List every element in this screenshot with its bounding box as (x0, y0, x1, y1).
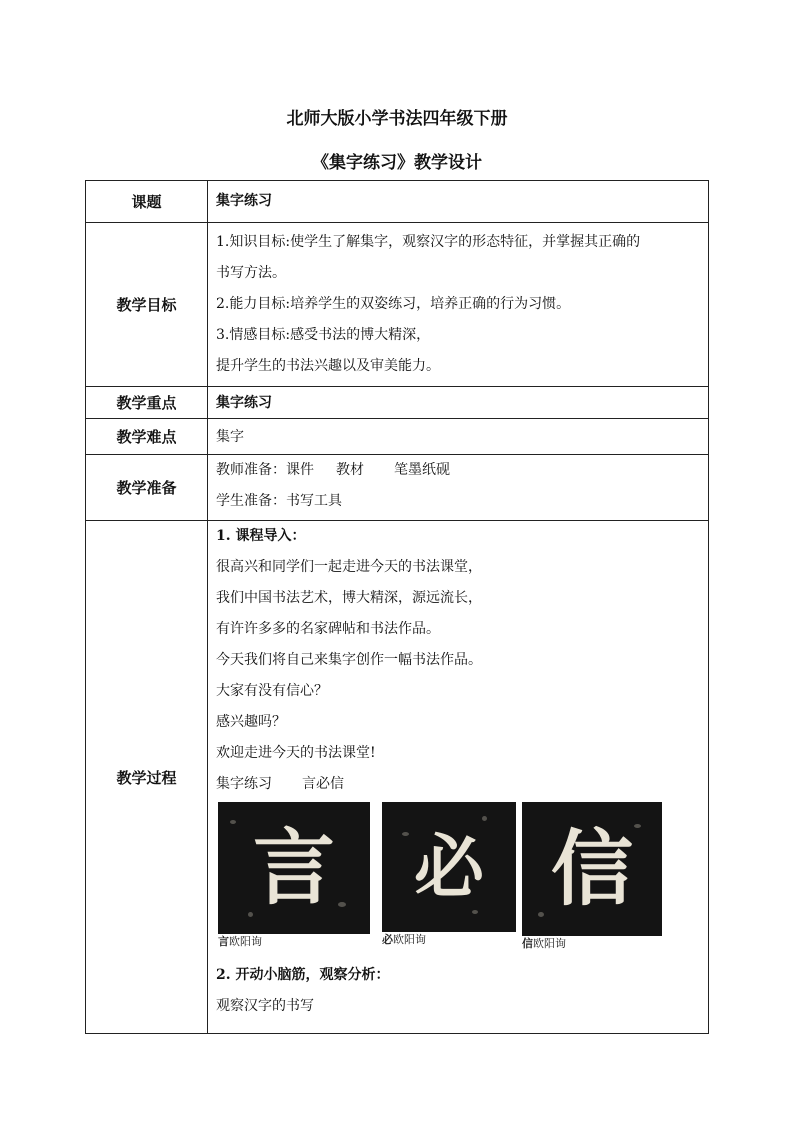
caption-character: 必 (382, 933, 393, 946)
value-preparation (208, 455, 709, 521)
lesson-plan-table (85, 180, 709, 1034)
calligraphy-image (522, 802, 662, 936)
teacher-preparation (216, 455, 700, 486)
intro-line: 有许许多多的名家碑帖和书法作品。 (216, 621, 440, 637)
document-title: 北师大版小学书法四年级下册 (286, 109, 508, 129)
practice-line (216, 769, 700, 800)
row-topic (86, 181, 709, 223)
value-topic (208, 181, 709, 223)
calligraphy-character: 信 (550, 821, 633, 917)
document-subtitle: 《集字练习》教学设计 (312, 153, 482, 173)
goal-line: 书写方法。 (216, 265, 286, 281)
calligraphy-sample (382, 802, 516, 947)
label-difficulty: 教学难点 (86, 419, 208, 455)
calligraphy-image (382, 802, 516, 932)
label-preparation: 教学准备 (86, 455, 208, 521)
goal-line: 3.情感目标:感受书法的博大精深， (216, 327, 431, 343)
teacher-prep-item: 笔墨纸砚 (394, 462, 450, 478)
practice-label: 集字练习 (216, 776, 272, 792)
calligraphy-image (218, 802, 370, 934)
value-goals (208, 223, 709, 387)
teacher-prep-prefix: 教师准备：课件 (216, 462, 314, 478)
calligraphy-character: 言 (252, 820, 335, 916)
intro-line: 我们中国书法艺术，博大精深，源远流长， (216, 590, 482, 606)
intro-line: 感兴趣吗？ (216, 714, 286, 730)
intro-line: 今天我们将自己来集字创作一幅书法作品。 (216, 652, 482, 668)
caption-character: 言 (218, 935, 229, 948)
calligraphy-examples (216, 802, 700, 960)
section2-line: 观察汉字的书写 (216, 998, 314, 1014)
section1-title: 1. 课程导入： (216, 528, 306, 544)
student-preparation: 学生准备：书写工具 (216, 493, 342, 509)
calligraphy-sample (522, 802, 662, 951)
intro-line: 大家有没有信心？ (216, 683, 328, 699)
row-process (86, 521, 709, 1034)
label-topic: 课题 (86, 181, 208, 223)
calligraphy-caption (382, 933, 516, 947)
practice-phrase: 言必信 (302, 776, 344, 792)
goal-line: 提升学生的书法兴趣以及审美能力。 (216, 358, 440, 374)
value-difficulty (208, 419, 709, 455)
calligraphy-sample (218, 802, 370, 949)
label-process: 教学过程 (86, 521, 208, 1034)
teacher-prep-item: 教材 (336, 462, 364, 478)
calligraphy-caption (522, 937, 662, 951)
row-preparation (86, 455, 709, 521)
caption-author: 欧阳询 (229, 935, 262, 948)
value-key-point (208, 387, 709, 419)
calligraphy-caption (218, 935, 370, 949)
value-process (208, 521, 709, 1034)
caption-character: 信 (522, 937, 533, 950)
caption-author: 欧阳询 (393, 933, 426, 946)
intro-line: 很高兴和同学们一起走进今天的书法课堂， (216, 559, 482, 575)
key-point-text: 集字练习 (216, 394, 272, 411)
calligraphy-character: 必 (414, 825, 484, 908)
topic-text: 集字练习 (216, 193, 272, 209)
row-key-point (86, 387, 709, 419)
intro-line: 欢迎走进今天的书法课堂! (216, 745, 376, 761)
goal-line: 1.知识目标:使学生了解集字，观察汉字的形态特征，并掌握其正确的 (216, 234, 641, 250)
difficulty-text: 集字 (216, 428, 244, 445)
row-difficulty (86, 419, 709, 455)
section2-title: 2. 开动小脑筋，观察分析： (216, 967, 390, 983)
caption-author: 欧阳询 (533, 937, 566, 950)
goal-line: 2.能力目标:培养学生的双姿练习，培养正确的行为习惯。 (216, 296, 571, 312)
row-goals (86, 223, 709, 387)
label-goals: 教学目标 (86, 223, 208, 387)
label-key-point: 教学重点 (86, 387, 208, 419)
